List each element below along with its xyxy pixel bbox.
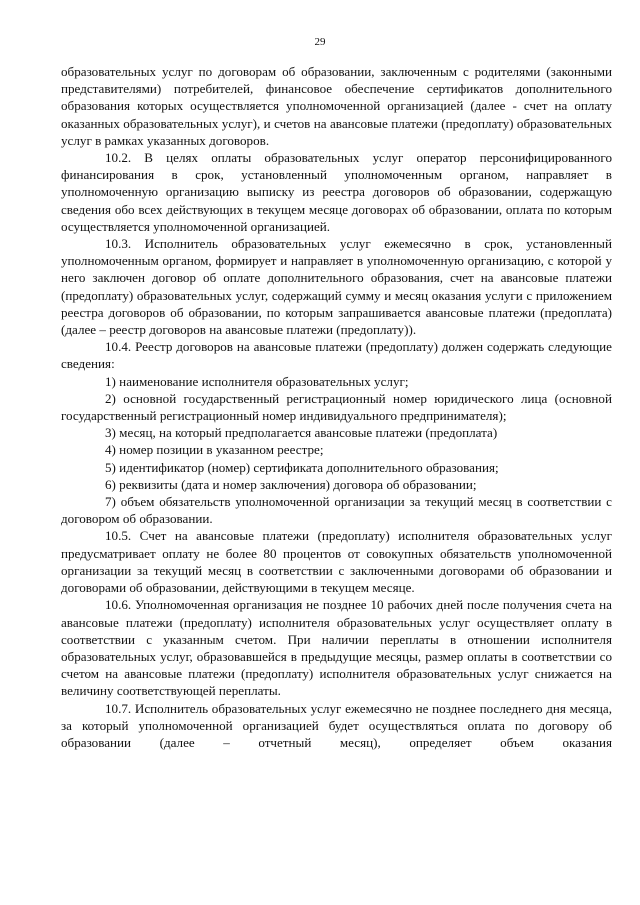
paragraph-continuation: образовательных услуг по договорам об образовании, заключенным с родителями (законными представителями) потребителей, финансовое обеспечение сертификатов дополнительного образования которых осуществляется уполномоченной организацией (далее - счет на оплату оказанных образовательных услуг), и счетов на авансовые платежи (предоплату) образовательных услуг в рамках указанных договоров. — [61, 64, 612, 148]
list-item-4: 4) номер позиции в указанном реестре; — [105, 442, 324, 458]
list-item-5: 5) идентификатор (номер) сертификата дополнительного образования; — [105, 459, 499, 475]
list-item-2: 2) основной государственный регистрационный номер юридического лица (основной государственный регистрационный номер индивидуального предпринимателя); — [61, 390, 612, 424]
paragraph-10-5: 10.5. Счет на авансовые платежи (предоплату) исполнителя образовательных услуг предусматривает оплату не более 80 процентов от совокупных обязательств уполномоченной организации за текущий месяц в соответствии с заключенными договорами об образовании и договорами об образовании, действующими в текущем месяце. — [61, 528, 612, 596]
paragraph-10-3: 10.3. Исполнитель образовательных услуг ежемесячно в срок, установленный уполномоченным органом, формирует и направляет в уполномоченную организацию, с которой у него заключен договор об оплате дополнительного образования, счет на авансовые платежи (предоплату) образовательных услуг, содержащий сумму и месяц оказания услуги с приложением реестра договоров об образовании, по которым запрашивается авансовые платежи (предоплата) (далее – реестр договоров на авансовые платежи (предоплату)). — [61, 236, 612, 338]
paragraph-10-2: 10.2. В целях оплаты образовательных услуг оператор персонифицированного финансирования в срок, установленный уполномоченным органом, направляет в уполномоченную организацию выписку из реестра договоров об образовании, содержащую сведения обо всех действующих в текущем месяце договорах об образовании, оплата по которым осуществляется уполномоченной организацией. — [61, 150, 612, 234]
list-item-1: 1) наименование исполнителя образовательных услуг; — [105, 373, 409, 389]
list-item-3: 3) месяц, на который предполагается авансовые платежи (предоплата) — [105, 425, 498, 441]
page-number: 29 — [314, 36, 326, 48]
list-item-7: 7) объем обязательств уполномоченной организации за текущий месяц в соответствии с договором об образовании. — [61, 494, 612, 527]
document-body — [61, 63, 612, 751]
paragraph-10-7: 10.7. Исполнитель образовательных услуг ежемесячно не позднее последнего дня месяца, за который уполномоченной организацией будет осуществляться оплата по договору об образовании (далее – отчетный месяц), определяет объем оказания — [61, 700, 612, 750]
paragraph-10-4: 10.4. Реестр договоров на авансовые платежи (предоплату) должен содержать следующие сведения: — [61, 339, 612, 372]
paragraph-10-6: 10.6. Уполномоченная организация не позднее 10 рабочих дней после получения счета на авансовые платежи (предоплату) исполнителя образовательных услуг осуществляет оплату в соответствии с указанным счетом. При наличии переплаты в отношении исполнителя образовательных услуг, образовавшейся в предыдущие месяцы, размер оплаты в соответствии со счетом на авансовые платежи (предоплату) исполнителя образовательных услуг снижается на величину соответствующей переплаты. — [61, 597, 612, 699]
list-item-6: 6) реквизиты (дата и номер заключения) договора об образовании; — [105, 476, 477, 492]
